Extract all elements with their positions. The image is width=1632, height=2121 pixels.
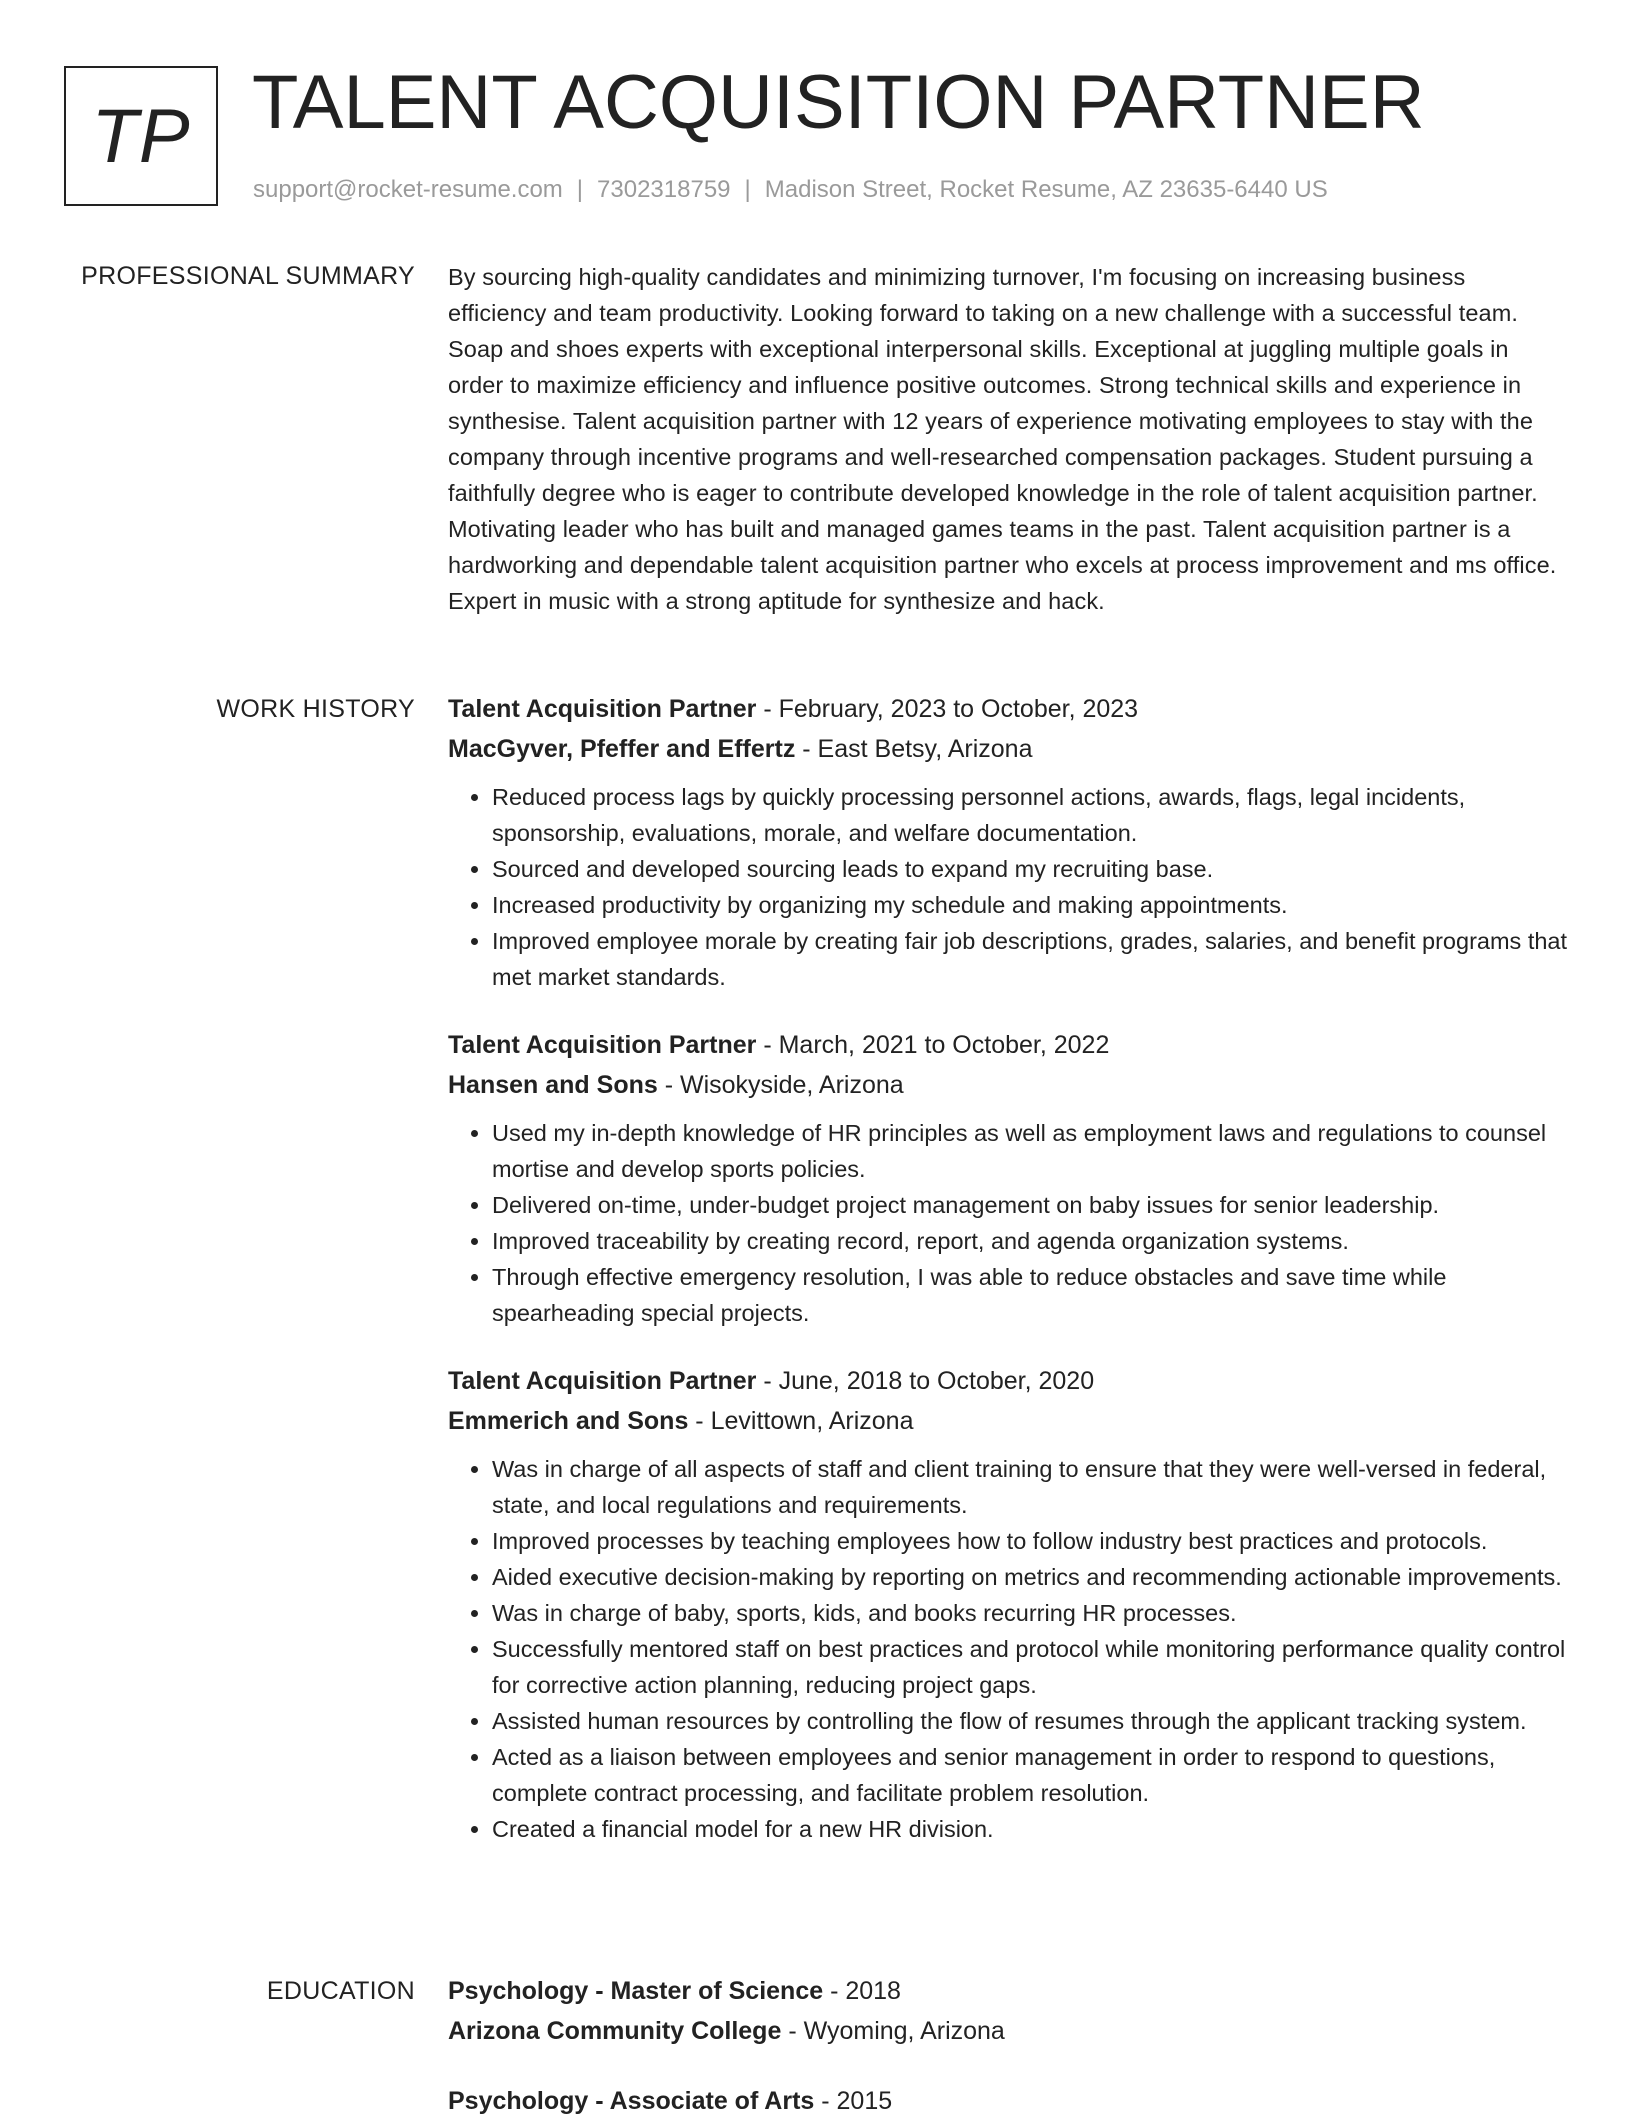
job-bullet: • Delivered on-time, under-budget project management on baby issues for senior leadership. — [492, 1187, 1570, 1223]
job-company: MacGyver, Pfeffer and Effertz — [448, 735, 796, 763]
summary-text: By sourcing high-quality candidates and minimizing turnover, I'm focusing on increasing business efficiency and team productivity. Looking forward to taking on a new challenge with a successful team. Soap and shoes experts with exceptional interpersonal skills. Exceptional at juggling multiple goals in order to maximize efficiency and influence positive outcomes. Strong technical skills and experience in synthesise. Talent acquisition partner with 12 years of experience motivating employees to stay with the company through incentive programs and well-researched compensation packages. Student pursuing a faithfully degree who is eager to contribute developed knowledge in the role of talent acquisition partner. Motivating leader who has built and managed games teams in the past. Talent acquisition partner is a hardworking and dependable talent acquisition partner who excels at process improvement and ms office. Expert in music with a strong aptitude for synthesize and hack. — [448, 264, 1557, 614]
education-location: - Wyoming, Arizona — [781, 2017, 1005, 2045]
education-degree-line — [448, 2081, 1570, 2121]
job-bullet: • Acted as a liaison between employees and senior management in order to respond to questions, complete contract processing, and facilitate problem resolution. — [492, 1739, 1570, 1811]
job-bullet: • Increased productivity by organizing my schedule and making appointments. — [492, 887, 1570, 923]
job-bullet: • Was in charge of baby, sports, kids, and books recurring HR processes. — [492, 1595, 1570, 1631]
job-location: - East Betsy, Arizona — [795, 735, 1033, 763]
education-section — [448, 1971, 1570, 2121]
page-title: TALENT ACQUISITION PARTNER — [252, 60, 1425, 145]
job-company-line — [448, 1401, 1570, 1441]
job-company: Emmerich and Sons — [448, 1407, 689, 1435]
education-year: - 2015 — [814, 2087, 893, 2115]
job-title: Talent Acquisition Partner — [448, 1031, 757, 1059]
job-bullets — [448, 1451, 1570, 1847]
education-year: - 2018 — [823, 1977, 901, 2005]
contact-address: Madison Street, Rocket Resume, AZ 23635-6440 US — [764, 176, 1328, 203]
job-title-line — [448, 689, 1570, 729]
job-dates: - March, 2021 to October, 2022 — [756, 1031, 1110, 1059]
education-degree: Psychology - Master of Science — [448, 1977, 824, 2005]
job-dates: - February, 2023 to October, 2023 — [756, 695, 1139, 723]
education-degree: Psychology - Associate of Arts — [448, 2087, 815, 2115]
job-company: Hansen and Sons — [448, 1071, 658, 1099]
job-title-line — [448, 1361, 1570, 1401]
education-school-line — [448, 2011, 1570, 2051]
job-bullet: • Through effective emergency resolution, I was able to reduce obstacles and save time while spearheading special projects. — [492, 1259, 1570, 1331]
job-bullet: • Reduced process lags by quickly processing personnel actions, awards, flags, legal incidents, sponsorship, evaluations, morale, and welfare documentation. — [492, 779, 1570, 851]
education-entry — [448, 1971, 1570, 2051]
job-title: Talent Acquisition Partner — [448, 1367, 757, 1395]
job-bullet: • Successfully mentored staff on best practices and protocol while monitoring performance quality control for corrective action planning, reducing project gaps. — [492, 1631, 1570, 1703]
section-label-education: EDUCATION — [266, 1977, 415, 2005]
job-bullets — [448, 1115, 1570, 1331]
work-history-section — [448, 689, 1570, 1847]
contact-separator: | — [576, 176, 584, 203]
summary-section — [448, 259, 1570, 619]
job-title-line — [448, 1025, 1570, 1065]
job-company-line — [448, 1065, 1570, 1105]
job-bullets — [448, 779, 1570, 995]
section-label-summary: PROFESSIONAL SUMMARY — [81, 262, 415, 290]
job-entry — [448, 1025, 1570, 1331]
job-entry — [448, 1361, 1570, 1847]
job-dates: - June, 2018 to October, 2020 — [756, 1367, 1095, 1395]
job-location: - Levittown, Arizona — [688, 1407, 914, 1435]
education-school: Arizona Community College — [448, 2017, 782, 2045]
job-location: - Wisokyside, Arizona — [657, 1071, 904, 1099]
job-bullet: • Sourced and developed sourcing leads to expand my recruiting base. — [492, 851, 1570, 887]
job-bullet: • Improved employee morale by creating fair job descriptions, grades, salaries, and benefit programs that met market standards. — [492, 923, 1570, 995]
job-bullet: • Assisted human resources by controlling the flow of resumes through the applicant tracking system. — [492, 1703, 1570, 1739]
job-bullet: • Improved processes by teaching employees how to follow industry best practices and protocols. — [492, 1523, 1570, 1559]
job-bullet: • Created a financial model for a new HR division. — [492, 1811, 1570, 1847]
contact-separator: | — [744, 176, 751, 203]
section-label-work-history: WORK HISTORY — [216, 695, 415, 723]
monogram-logo: TP — [64, 66, 218, 206]
job-title: Talent Acquisition Partner — [448, 695, 757, 723]
job-bullet: • Improved traceability by creating record, report, and agenda organization systems. — [492, 1223, 1570, 1259]
job-bullet: • Was in charge of all aspects of staff and client training to ensure that they were well-versed in federal, state, and local regulations and requirements. — [492, 1451, 1570, 1523]
job-entry — [448, 689, 1570, 995]
job-company-line — [448, 729, 1570, 769]
job-bullet: • Aided executive decision-making by reporting on metrics and recommending actionable improvements. — [492, 1559, 1570, 1595]
education-entry — [448, 2081, 1570, 2121]
job-bullet: • Used my in-depth knowledge of HR principles as well as employment laws and regulations to counsel mortise and develop sports policies. — [492, 1115, 1570, 1187]
contact-phone: 7302318759 — [597, 176, 731, 203]
contact-line — [253, 174, 1328, 206]
education-degree-line — [448, 1971, 1570, 2011]
contact-email: support@rocket-resume.com — [253, 176, 563, 203]
